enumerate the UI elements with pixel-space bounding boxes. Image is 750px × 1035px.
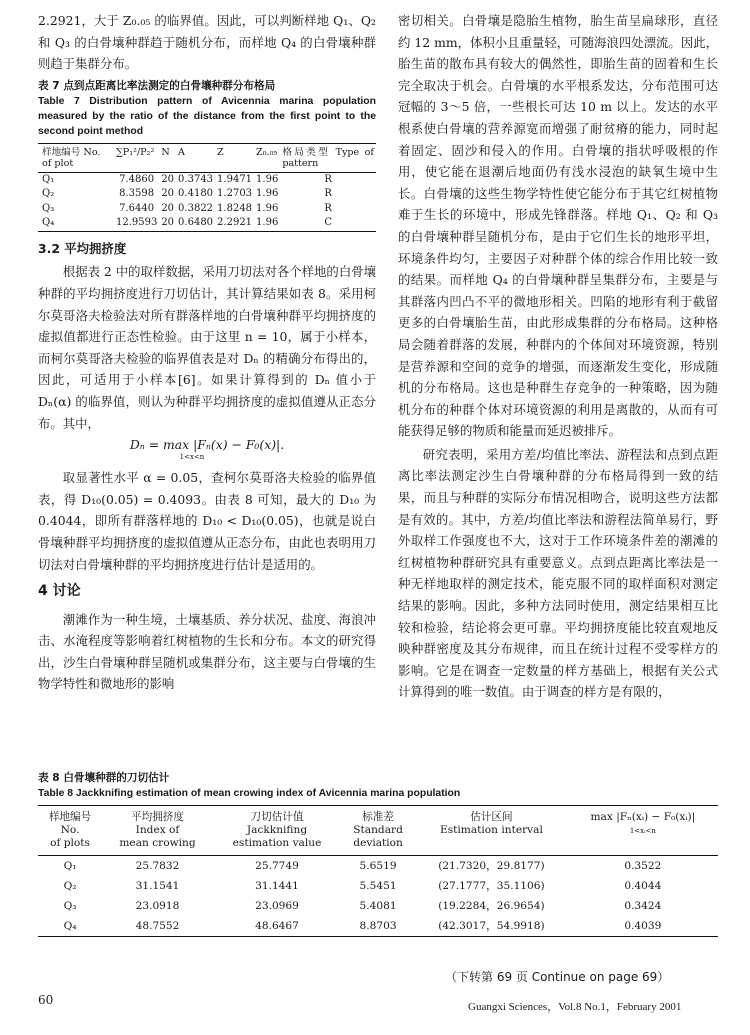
table-cell: Q₃ — [42, 202, 55, 214]
table-cell: 20 — [161, 188, 175, 200]
paragraph-right-2: 研究表明，采用方差/均值比率法、游程法和点到点距离比率法测定沙生白骨壤种群的分布格局得到一致的结果，而且与种群的实际分布情况相吻合，说明这些方法都是有效的。其中，方差/均值比率法和游程法简单易行，野外取样工作强度也不大，这对于工作环境条件差的潮滩的红树植物种群研究具有重要意义。点到点距离比率法是一种无样地取样的测定技术，能克服不同的取样面积对测定结果的影响。因此，多种方法同时使用，测定结果相互比较和检验，结论将会更可靠。平均拥挤度能比较直观地反映种群密度及其分布规律，而且在统计过程不受零样方的影响。它是在调查一定数量的样方基础上，根据有关公式计算得到的唯一数值。由于调查的样方是有限的， — [398, 446, 718, 700]
table-cell: 25.7832 — [135, 860, 180, 872]
table7-caption-en: Table 7 Distribution pattern of Avicennia marina population measured by the ratio of the distance from the first point to the second point method — [38, 95, 376, 137]
table8-caption-cn: 表 8 白骨壤种群的刀切估计 — [38, 772, 170, 784]
left-column — [38, 10, 376, 695]
table-row — [38, 187, 376, 202]
table-cell: (21.7320，29.8177) — [438, 860, 545, 872]
table-cell: 5.4081 — [359, 900, 397, 912]
table-cell: 23.0918 — [135, 900, 180, 912]
table-row — [38, 896, 718, 916]
table-cell: 7.6440 — [119, 202, 155, 214]
table-cell: 0.3822 — [178, 202, 214, 214]
table7-header: Z₀.₀₅ — [256, 146, 278, 158]
table8-header: 标准差 Standard deviation — [353, 811, 403, 849]
table-cell: (19.2284，26.9654) — [438, 900, 545, 912]
formula-text: Dₙ = max |Fₙ(x) − F₀(x)|. — [129, 437, 285, 453]
table8-header: 刀切估计值 Jackknifing estimation value — [232, 811, 322, 849]
table-cell: 48.6467 — [255, 920, 299, 932]
table8-header: 估计区间 Estimation interval — [439, 811, 543, 836]
table-cell: (42.3017，54.9918) — [438, 920, 545, 932]
table-cell: 31.1541 — [135, 880, 180, 892]
paragraph-significance: 取显著性水平 α = 0.05，查柯尔莫哥洛夫检验的临界值表，得 D₁₀(0.05) = 0.4093。由表 8 可知，最大的 D₁₀ 为 0.4044，即所有群落样地的 D₁₀ < D₁₀(0.05)，也就是说白骨壤种群平均拥挤度的虚拟值遵从正态分布，由此也表明用刀切法对白骨壤种群的平均拥挤度进行估计是适用的。 — [38, 470, 376, 572]
table-cell: Q₃ — [63, 900, 77, 912]
table7-header: A — [178, 146, 185, 158]
table-row — [38, 916, 718, 937]
table7-header: 样地编号 No. of plot — [42, 146, 101, 169]
table-cell: 20 — [161, 173, 175, 185]
table-row — [38, 876, 718, 896]
table-cell: Q₁ — [63, 860, 77, 872]
table-cell: (27.1777，35.1106) — [438, 880, 545, 892]
table-row — [38, 202, 376, 217]
table8-header: 样地编号 No. of plots — [48, 811, 92, 849]
formula-subscript: 1<x<n — [179, 453, 205, 462]
table-cell: 31.1441 — [255, 880, 299, 892]
table-cell: 8.8703 — [359, 920, 397, 932]
section-3-2-title: 3.2 平均拥挤度 — [38, 240, 127, 256]
table7-header: ∑P₁²/P₂² — [115, 146, 155, 158]
table-cell: 0.4044 — [624, 880, 662, 892]
paragraph-4: 潮滩作为一种生境，土壤基质、养分状况、盐度、海浪冲击、水淹程度等影响着红树植物的生长和分布。本文的研究得出，沙生白骨壤种群呈随机或集群分布，这主要与白骨壤的生物学特性和微地形的影响 — [38, 611, 376, 692]
table-cell: 12.9593 — [115, 217, 158, 229]
table-cell: C — [324, 217, 332, 229]
table-cell: 7.4860 — [119, 173, 155, 185]
paragraph-3-2: 根据表 2 中的取样数据，采用刀切法对各个样地的白骨壤种群的平均拥挤度进行刀切估计，其计算结果如表 8。采用柯尔莫哥洛夫检验法对所有群落样地的白骨壤种群平均拥挤度的虚拟值都进行正态性检验。由于这里 n = 10，属于小样本，而柯尔莫哥洛夫检验的临界值表是对 Dₙ 的精确分布得出的，因此，可适用于小样本[6]。如果计算得到的 Dₙ 值小于 Dₙ(α) 的临界值，则认为种群平均拥挤度的虚拟值遵从正态分布。其中， — [38, 264, 376, 431]
page-number: 60 — [38, 993, 54, 1007]
table-cell: 1.9471 — [217, 173, 253, 185]
table-cell: Q₁ — [42, 173, 55, 185]
table-cell: 5.6519 — [359, 860, 397, 872]
dn-formula — [38, 436, 376, 461]
table-cell: Q₄ — [63, 920, 77, 932]
table-cell: 48.7552 — [135, 920, 180, 932]
table-cell: 1.96 — [256, 202, 279, 214]
table-cell: 1.96 — [256, 188, 279, 200]
table-cell: R — [324, 188, 332, 200]
table-cell: 5.5451 — [359, 880, 397, 892]
table-cell: 0.4039 — [624, 920, 662, 932]
table-cell: 25.7749 — [255, 860, 299, 872]
table-row — [38, 172, 376, 187]
journal-footer: Guangxi Sciences，Vol.8 No.1，February 2001 — [468, 1001, 682, 1013]
table-cell: Q₂ — [63, 880, 77, 892]
table-cell: 0.6480 — [178, 217, 214, 229]
paragraph-right-1: 密切相关。白骨壤是隐胎生植物，胎生苗呈扁球形，直径约 12 mm，体积小且重量轻，可随海浪四处漂流。因此，胎生苗的散布具有较大的偶然性，即胎生苗的固着和生长完全取决于机会。白骨壤的水平根系发达，分布范围可达冠幅的 3～5 倍，一些根长可达 10 m 以上。发达的水平根系使白骨壤的营养源宽而增强了耐贫瘠的能力，同时起着固定、固沙和侵入的作用。白骨壤的指状呼吸根的作用，使它能在退潮后地面仍有浅水浸泡的缺氧生境中生长。白骨壤的这些生物学特性使它能分布于其它红树植物难于生长的环境中，形成先锋群落。样地 Q₁、Q₂ 和 Q₃ 的白骨壤种群呈随机分布，是由于它们生长的地形平坦，环境条件均匀，主要因子对种群个体的综合作用比较一致的结果。而样地 Q₄ 的白骨壤种群呈集群分布，主要是与其群落内凹凸不平的微地形相关。凹陷的地形有利于截留更多的白骨壤胎生苗，由此形成集群的分布格局。这种格局会随着群落的发展，种群内的个体间对环境资源，特别是营养源和空间的竞争的增强，而逐渐发生变化，形成随机的分布格局。这也是种群生存竞争的一种策略，因为随机分布的种群个体对环境资源的利用是离散的，从而有可能获得足够的物质和能量而延迟被排斥。 — [398, 13, 718, 439]
table-cell: 20 — [161, 217, 175, 229]
table7-header-row — [38, 143, 376, 172]
right-column — [398, 10, 718, 703]
table8-caption-en: Table 8 Jackknifing estimation of mean crowing index of Avicennia marina population — [38, 788, 461, 799]
table-cell: R — [324, 202, 332, 214]
table8-header: max |Fₙ(xᵢ) − F₀(xᵢ)| 1<xᵢ<n — [590, 811, 696, 835]
table8-header: 平均拥挤度 Index of mean crowing — [119, 811, 196, 849]
table-row — [38, 216, 376, 231]
table-cell: 1.96 — [256, 217, 279, 229]
table-cell: R — [324, 173, 332, 185]
table7-header: 格局类型 Type of pattern — [282, 146, 374, 169]
table-cell: Q₂ — [42, 188, 55, 200]
table-cell: 23.0969 — [255, 900, 299, 912]
section-4-title: 4 讨论 — [38, 583, 81, 600]
table8 — [38, 805, 718, 937]
table-cell: 1.96 — [256, 173, 279, 185]
table-cell: 8.3598 — [119, 188, 155, 200]
table7 — [38, 143, 376, 232]
table-cell: 0.4180 — [178, 188, 214, 200]
continue-note: （下转第 69 页 Continue on page 69） — [445, 970, 670, 984]
table-cell: 20 — [161, 202, 175, 214]
table-cell: Q₄ — [42, 217, 55, 229]
table7-header: N — [161, 146, 170, 158]
table-cell: 1.2703 — [217, 188, 253, 200]
table-cell: 2.2921 — [217, 217, 253, 229]
table8-header-row — [38, 806, 718, 856]
table-cell: 0.3522 — [624, 860, 662, 872]
table8-block — [38, 770, 718, 937]
table-row — [38, 856, 718, 877]
table-cell: 1.8248 — [217, 202, 253, 214]
intro-paragraph: 2.2921，大于 Z₀.₀₅ 的临界值。因此，可以判断样地 Q₁、Q₂ 和 Q₃ 的白骨壤种群趋于随机分布，而样地 Q₄ 的白骨壤种群则趋于集群分布。 — [38, 13, 376, 72]
table7-caption-cn: 表 7 点到点距离比率法测定的白骨壤种群分布格局 — [38, 79, 276, 92]
table-cell: 0.3743 — [178, 173, 214, 185]
table-cell: 0.3424 — [624, 900, 662, 912]
table7-header: Z — [217, 146, 224, 158]
